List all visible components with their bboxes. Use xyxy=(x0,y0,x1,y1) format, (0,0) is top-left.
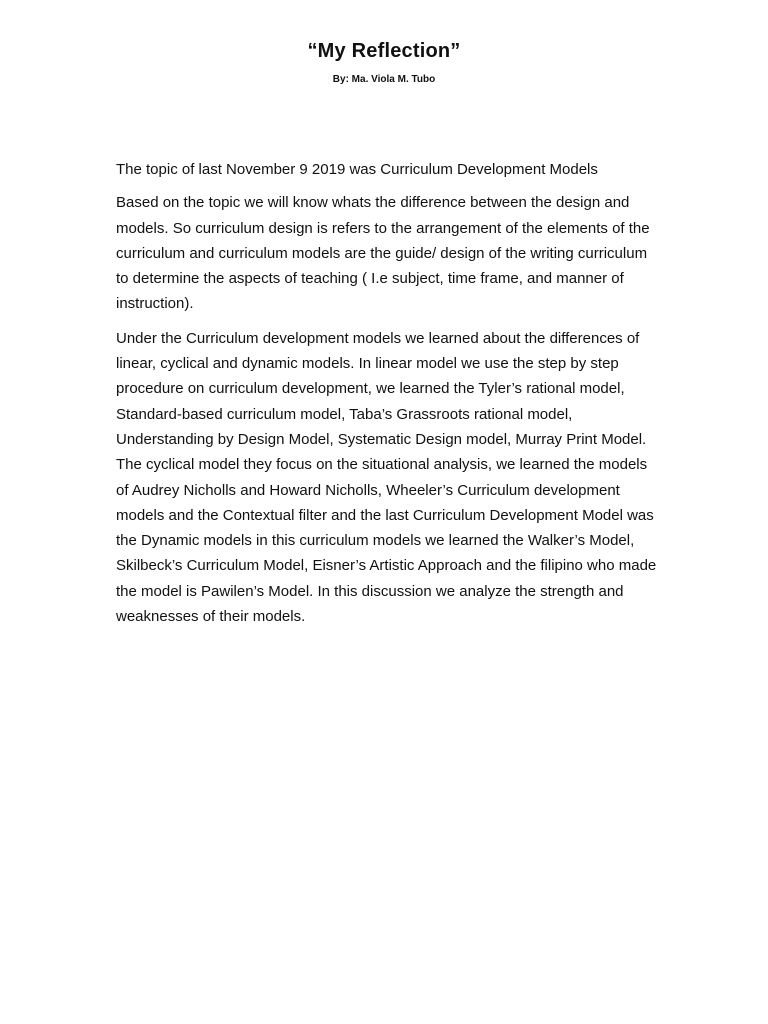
document-title: “My Reflection” xyxy=(307,40,461,62)
paragraph-topic: The topic of last November 9 2019 was Curriculum Development Models xyxy=(116,161,598,178)
author-byline: By: Ma. Viola M. Tubo xyxy=(332,74,436,85)
paragraph-design-vs-models: Based on the topic we will know whats the difference between the design and models. So curriculum design is refers to the arrangement of the elements of the curriculum and curriculum models are the guide/ design of the writing curriculum to determine the aspects of teaching ( I.e subject, time frame, and manner of instruction). xyxy=(116,194,650,313)
paragraph-development-models: Under the Curriculum development models we learned about the differences of linear, cyclical and dynamic models. In linear model we use the step by step procedure on curriculum development, we learned the Tyler’s rational model, Standard-based curriculum model, Taba’s Grassroots rational model, Understanding by Design Model, Systematic Design model, Murray Print Model. The cyclical model they focus on the situational analysis, we learned the models of Audrey Nicholls and Howard Nicholls, Wheeler’s Curriculum development models and the Contextual filter and the last Curriculum Development Model was the Dynamic models in this curriculum models we learned the Walker’s Model, Skilbeck’s Curriculum Model, Eisner’s Artistic Approach and the filipino who made the model is Pawilen’s Model. In this discussion we analyze the strength and weaknesses of their models. xyxy=(116,329,657,626)
document-body xyxy=(116,157,661,638)
